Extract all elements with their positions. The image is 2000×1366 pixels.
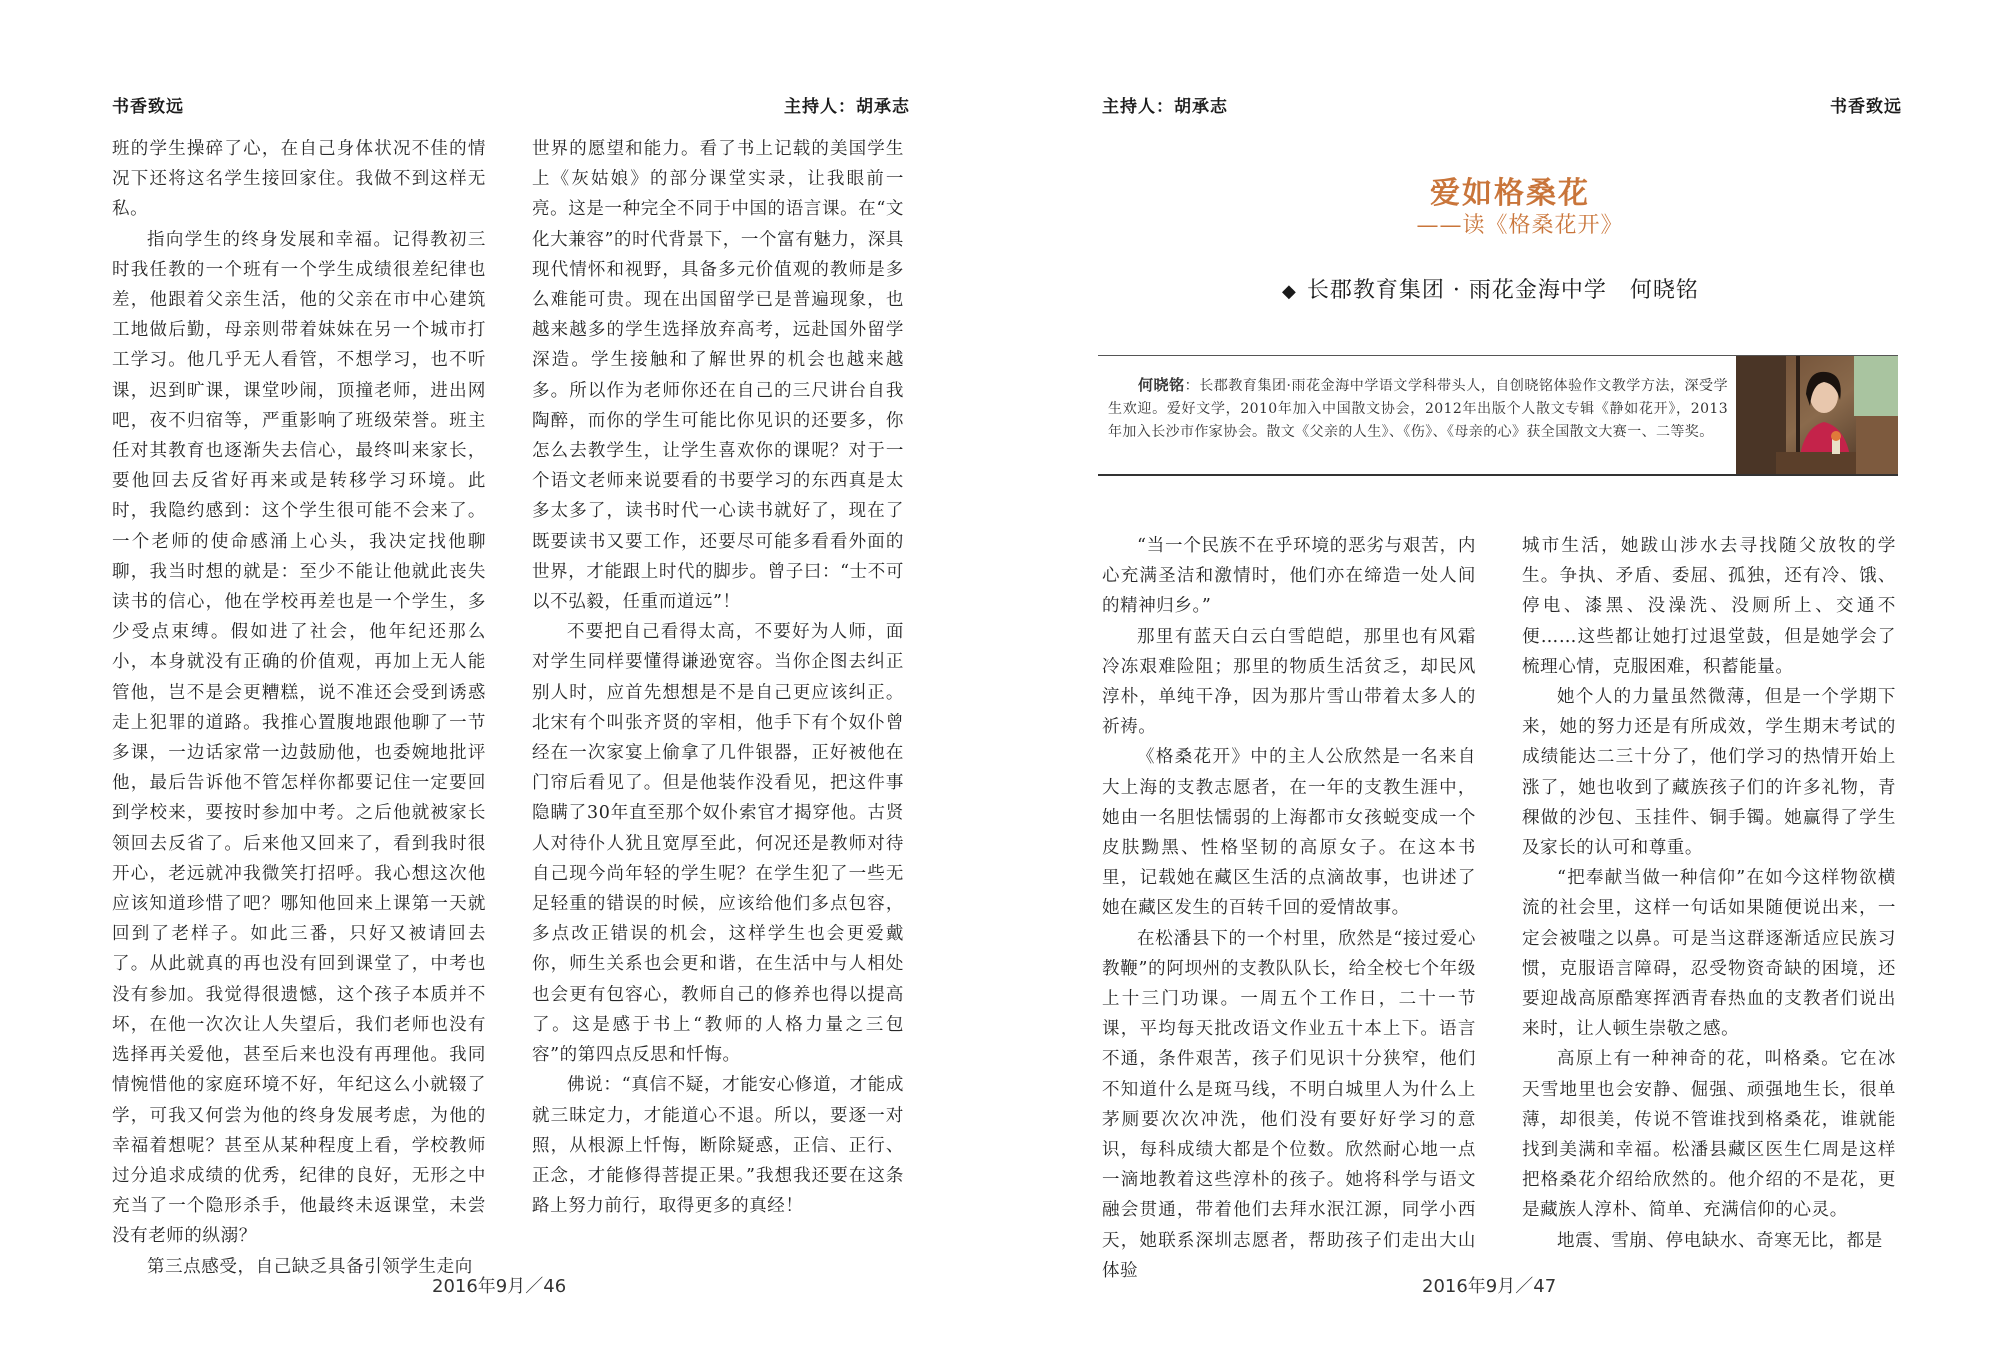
paragraph: 那里有蓝天白云白雪皑皑，那里也有风霜冷冻艰难险阻；那里的物质生活贫乏，却民风淳朴，单纯干净，因为那片雪山带着太多人的祈祷。 [1102, 626, 1476, 738]
byline-text: 长郡教育集团 · 雨花金海中学 何晓铭 [1306, 278, 1699, 303]
paragraph: 指向学生的终身发展和幸福。记得教初三时我任教的一个班有一个学生成绩很差纪律也差，他跟着父亲生活，他的父亲在市中心建筑工地做后勤，母亲则带着妹妹在另一个城市打工学习。他几乎无人看管，不想学习，也不听课，迟到旷课，课堂吵闹，顶撞老师，进出网吧，夜不归宿等，严重影响了班级荣誉。班主任对其教育也逐渐失去信心，最终叫来家长，要他回去反省好再来或是转移学习环境。此时，我隐约感到：这个学生很可能不会来了。一个老师的使命感涌上心头，我决定找他聊聊，我当时想的就是：至少不能让他就此丧失读书的信心，他在学校再差也是一个学生，多少受点束缚。假如进了社会，他年纪还那么小，本身就没有正确的价值观，再加上无人能管他，岂不是会更糟糕，说不准还会受到诱惑走上犯罪的道路。我推心置腹地跟他聊了一节多课，一边话家常一边鼓励他，也委婉地批评他，最后告诉他不管怎样你都要记住一定要回到学校来，要按时参加中考。之后他就被家长领回去反省了。后来他又回来了，看到我时很开心，老远就冲我微笑打招呼。我心想这次他应该知道珍惜了吧？哪知他回来上课第一天就回到了老样子。如此三番，只好又被请回去了。从此就真的再也没有回到课堂了，中考也没有参加。我觉得很遗憾，这个孩子本质并不坏，在他一次次让人失望后，我们老师也没有选择再关爱他，甚至后来也没有再理他。我同情惋惜他的家庭环境不好，年纪这么小就辍了学，可我又何尝为他的终身发展考虑，为他的幸福着想呢？甚至从某种程度上看，学校教师过分追求成绩的优秀，纪律的良好，无形之中充当了一个隐形杀手，他最终未返课堂，未尝没有老师的纵溺？ [112, 229, 486, 1247]
paragraph: 城市生活，她跋山涉水去寻找随父放牧的学生。争执、矛盾、委屈、孤独，还有冷、饿、停电、漆黑、没澡洗、没厕所上、交通不便……这些都让她打过退堂鼓，但是她学会了梳理心情，克服困难，积蓄能量。 [1522, 536, 1896, 677]
right-column-2 [1522, 531, 1896, 1256]
left-column-1 [112, 134, 486, 1282]
article-subtitle: ——读《格桑花开》 [1416, 213, 1624, 238]
paragraph: 佛说：“真信不疑，才能安心修道，才能成就三昧定力，才能道心不退。所以，要逐一对照，从根源上忏悔，断除疑惑，正信、正行、正念，才能修得菩提正果。”我想我还要在这条路上努力前行，取得更多的真经！ [532, 1075, 904, 1217]
paragraph: 第三点感受，自己缺乏具备引领学生走向 [147, 1256, 473, 1277]
bio-text: ：长郡教育集团·雨花金海中学语文学科带头人，自创晓铭体验作文教学方法，深受学生欢迎。爱好文学，2010年加入中国散文协会，2012年出版个人散文专辑《静如花开》，2013年加入长沙市作家协会。散文《父亲的人生》、《伤》、《母亲的心》获全国散文大赛一、二等奖。 [1108, 378, 1728, 440]
paragraph: 世界的愿望和能力。看了书上记载的美国学生上《灰姑娘》的部分课堂实录，让我眼前一亮。这是一种完全不同于中国的语言课。在“文化大兼容”的时代背景下，一个富有魅力，深具现代情怀和视野，具备多元价值观的教师是多么难能可贵。现在出国留学已是普遍现象，也越来越多的学生选择放弃高考，远赴国外留学深造。学生接触和了解世界的机会也越来越多。所以作为老师你还在自己的三尺讲台自我陶醉，而你的学生可能比你见识的还要多，你怎么去教学生，让学生喜欢你的课呢？对于一个语文老师来说要看的书要学习的东西真是太多太多了，读书时代一心读书就好了，现在了既要读书又要工作，还要尽可能多看看外面的世界，才能跟上时代的脚步。曾子曰：“士不可以不弘毅，任重而道远”！ [532, 139, 904, 613]
author-photo [1736, 356, 1898, 474]
right-header-host: 主持人：胡承志 [1102, 97, 1228, 117]
paragraph: “当一个民族不在乎环境的恶劣与艰苦，内心充满圣洁和激情时，他们亦在缔造一处人间的精神归乡。” [1102, 536, 1476, 617]
bio-name: 何晓铭 [1138, 376, 1185, 394]
paragraph: 她个人的力量虽然微薄，但是一个学期下来，她的努力还是有所成效，学生期末考试的成绩能达二三十分了，他们学习的热情开始上涨了，她也收到了藏族孩子们的许多礼物，青稞做的沙包、玉挂件、铜手镯。她赢得了学生及家长的认可和尊重。 [1522, 687, 1896, 859]
left-header-host: 主持人：胡承志 [784, 97, 910, 117]
author-bio [1108, 374, 1728, 444]
right-page [1000, 0, 2000, 1366]
paragraph: “把奉献当做一种信仰”在如今这样物欲横流的社会里，这样一句话如果随便说出来，一定会被嗤之以鼻。可是当这群逐渐适应民族习惯，克服语言障碍，忍受物资奇缺的困境，还要迎战高原酷寒挥洒青春热血的支教者们说出来时，让人顿生崇敬之感。 [1522, 868, 1896, 1040]
left-column-2 [532, 134, 904, 1221]
paragraph: 《格桑花开》中的主人公欣然是一名来自大上海的支教志愿者，在一年的支教生涯中，她由一名胆怯懦弱的上海都市女孩蜕变成一个皮肤黝黑、性格坚韧的高原女子。在这本书里，记载她在藏区生活的点滴故事，也讲述了她在藏区发生的百转千回的爱情故事。 [1102, 747, 1476, 919]
left-header-section: 书香致远 [112, 97, 184, 117]
paragraph: 班的学生操碎了心，在自己身体状况不佳的情况下还将这名学生接回家住。我做不到这样无私。 [112, 139, 486, 220]
paragraph: 不要把自己看得太高，不要好为人师，面对学生同样要懂得谦逊宽容。当你企图去纠正别人时，应首先想想是不是自己更应该纠正。北宋有个叫张齐贤的宰相，他手下有个奴仆曾经在一次家宴上偷拿了几件银器，正好被他在门帘后看见了。但是他装作没看见，把这件事隐瞒了30年直至那个奴仆索官才揭穿他。古贤人对待仆人犹且宽厚至此，何况还是教师对待自己现今尚年轻的学生呢？在学生犯了一些无足轻重的错误的时候，应该给他们多点包容，多点改正错误的机会，这样学生也会更爱戴你，师生关系也会更和谐，在生活中与人相处也会更有包容心，教师自己的修养也得以提高了。这是感于书上“教师的人格力量之三包容”的第四点反思和忏悔。 [532, 622, 904, 1066]
article-title: 爱如格桑花 [1430, 176, 1590, 211]
author-photo-image [1736, 356, 1898, 474]
paragraph: 在松潘县下的一个村里，欣然是“接过爱心教鞭”的阿坝州的支教队队长，给全校七个年级上十三门功课。一周五个工作日，二十一节课，平均每天批改语文作业五十本上下。语言不通，条件艰苦，孩子们见识十分狭窄，他们不知道什么是斑马线，不明白城里人为什么上茅厕要次次冲洗，他们没有要好好学习的意识，每科成绩大都是个位数。欣然耐心地一点一滴地教着这些淳朴的孩子。她将科学与语文融会贯通，带着他们去拜水泯江源，同学小西天，她联系深圳志愿者，帮助孩子们走出大山体验 [1102, 928, 1476, 1281]
paragraph: 高原上有一种神奇的花，叫格桑。它在冰天雪地里也会安静、倔强、顽强地生长，很单薄，却很美，传说不管谁找到格桑花，谁就能找到美满和幸福。松潘县藏区医生仁周是这样把格桑花介绍给欣然的。他介绍的不是花，更是藏族人淳朴、简单、充满信仰的心灵。 [1522, 1049, 1896, 1221]
page-number-left: 2016年9月／46 [432, 1276, 567, 1297]
paragraph: 地震、雪崩、停电缺水、奇寒无比，都是 [1557, 1230, 1883, 1251]
right-column-1 [1102, 531, 1476, 1286]
page-number-right: 2016年9月／47 [1422, 1276, 1557, 1297]
byline [1282, 273, 1699, 304]
right-header-section: 书香致远 [1830, 97, 1902, 117]
author-bio-box [1098, 355, 1898, 476]
diamond-icon: ◆ [1282, 281, 1297, 302]
